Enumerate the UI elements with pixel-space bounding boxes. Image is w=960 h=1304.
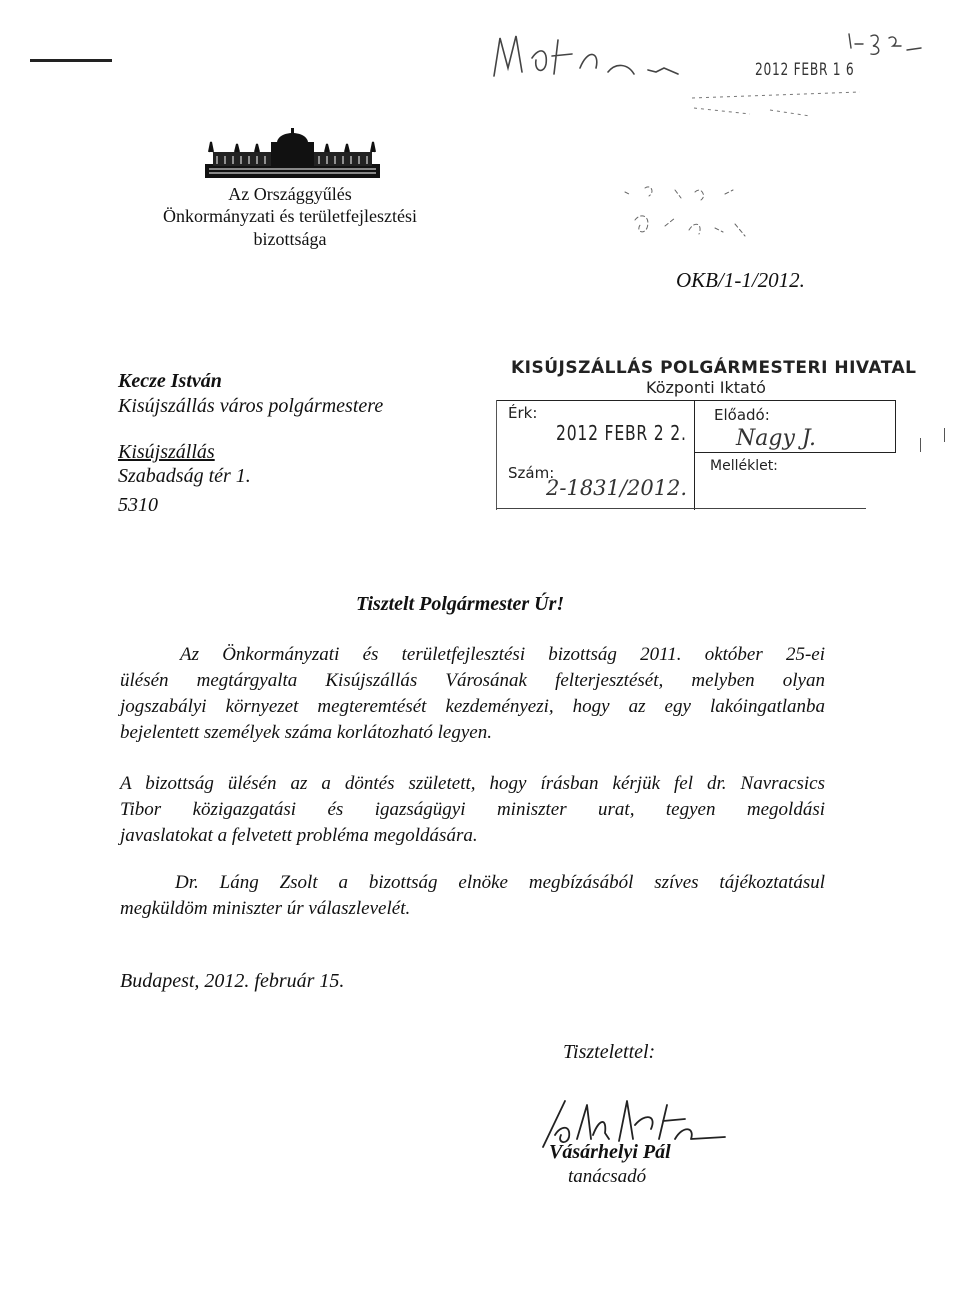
faint-handwriting [615, 180, 815, 260]
stamp-eloado-label: Előadó: [714, 406, 770, 424]
parliament-building-logo [205, 128, 380, 178]
place-date: Budapest, 2012. február 15. [120, 970, 345, 992]
stamp-szam-label: Szám: [508, 464, 555, 482]
stamp-org: KISÚJSZÁLLÁS POLGÁRMESTERI HIVATAL [511, 358, 917, 378]
stamp-border-top [496, 400, 896, 401]
org-name-line2: Önkormányzati és területfejlesztési [163, 206, 417, 226]
addressee-street: Szabadság tér 1. [118, 465, 251, 487]
registry-stamp [496, 358, 917, 513]
stamp-border-left [496, 400, 497, 510]
addressee-title: Kisújszállás város polgármestere [118, 395, 384, 417]
salutation: Tisztelt Polgármester Úr! [356, 593, 565, 615]
paragraph-2-line: Tibor közigazgatási és igazságügyi miniszter urat, tegyen megoldási [120, 799, 825, 820]
paragraph-2-line: javaslatokat a felvetett probléma megoldására. [120, 825, 478, 846]
paragraph-3-line: megküldöm miniszter úr válaszlevelét. [120, 898, 411, 919]
paragraph-3 [120, 870, 825, 922]
stamp-underline [690, 80, 870, 120]
paragraph-3-line: Dr. Láng Zsolt a bizottság elnöke megbízásából szíves tájékoztatásul [175, 872, 825, 893]
signatory-role: tanácsadó [568, 1166, 647, 1187]
arrival-date-stamp: 2012 FEBR 1 6 [755, 60, 855, 80]
handwritten-number [845, 28, 925, 58]
paragraph-2 [120, 771, 825, 849]
stamp-dept: Központi Iktató [646, 378, 766, 397]
handwritten-initials [488, 28, 688, 83]
stamp-szam-value: 2-1831/2012. [546, 476, 688, 500]
scan-edge-mark [30, 59, 112, 62]
paragraph-1-line: bejelentett személyek száma korlátozható legyen. [120, 722, 492, 743]
stamp-divider-vertical [694, 400, 695, 510]
stamp-erk-value: 2012 FEBR 2 2. [556, 421, 687, 445]
margin-tick [920, 438, 921, 452]
paragraph-1-line: jogszabályi környezet megteremtését kezdeményezi, hogy az egy lakóingatlanba [120, 696, 825, 717]
stamp-divider-mid [694, 452, 896, 453]
stamp-border-bottom [496, 508, 866, 509]
reference-number: OKB/1-1/2012. [676, 268, 805, 292]
addressee-zip: 5310 [118, 494, 158, 516]
stamp-border-right [895, 400, 896, 452]
stamp-eloado-value: Nagy J. [736, 426, 816, 451]
org-name-line3: bizottsága [253, 229, 327, 249]
addressee-city: Kisújszállás [118, 441, 215, 463]
stamp-erk-label: Érk: [508, 404, 538, 422]
paragraph-1-line: Az Önkormányzati és területfejlesztési bizottság 2011. október 25-ei [180, 644, 825, 665]
paragraph-1-line: ülésén megtárgyalta Kisújszállás Városának felterjesztését, melyben olyan [120, 670, 825, 691]
addressee-name: Kecze István [118, 370, 222, 392]
paragraph-2-line: A bizottság ülésén az a döntés született, hogy írásban kérjük fel dr. Navracsics [120, 773, 825, 794]
stamp-melleklet-label: Melléklet: [710, 458, 778, 474]
closing: Tisztelettel: [563, 1041, 656, 1063]
org-name-line1: Az Országgyűlés [228, 184, 352, 204]
margin-tick [944, 428, 945, 442]
signatory-name: Vásárhelyi Pál [549, 1141, 671, 1163]
paragraph-1 [120, 642, 825, 746]
